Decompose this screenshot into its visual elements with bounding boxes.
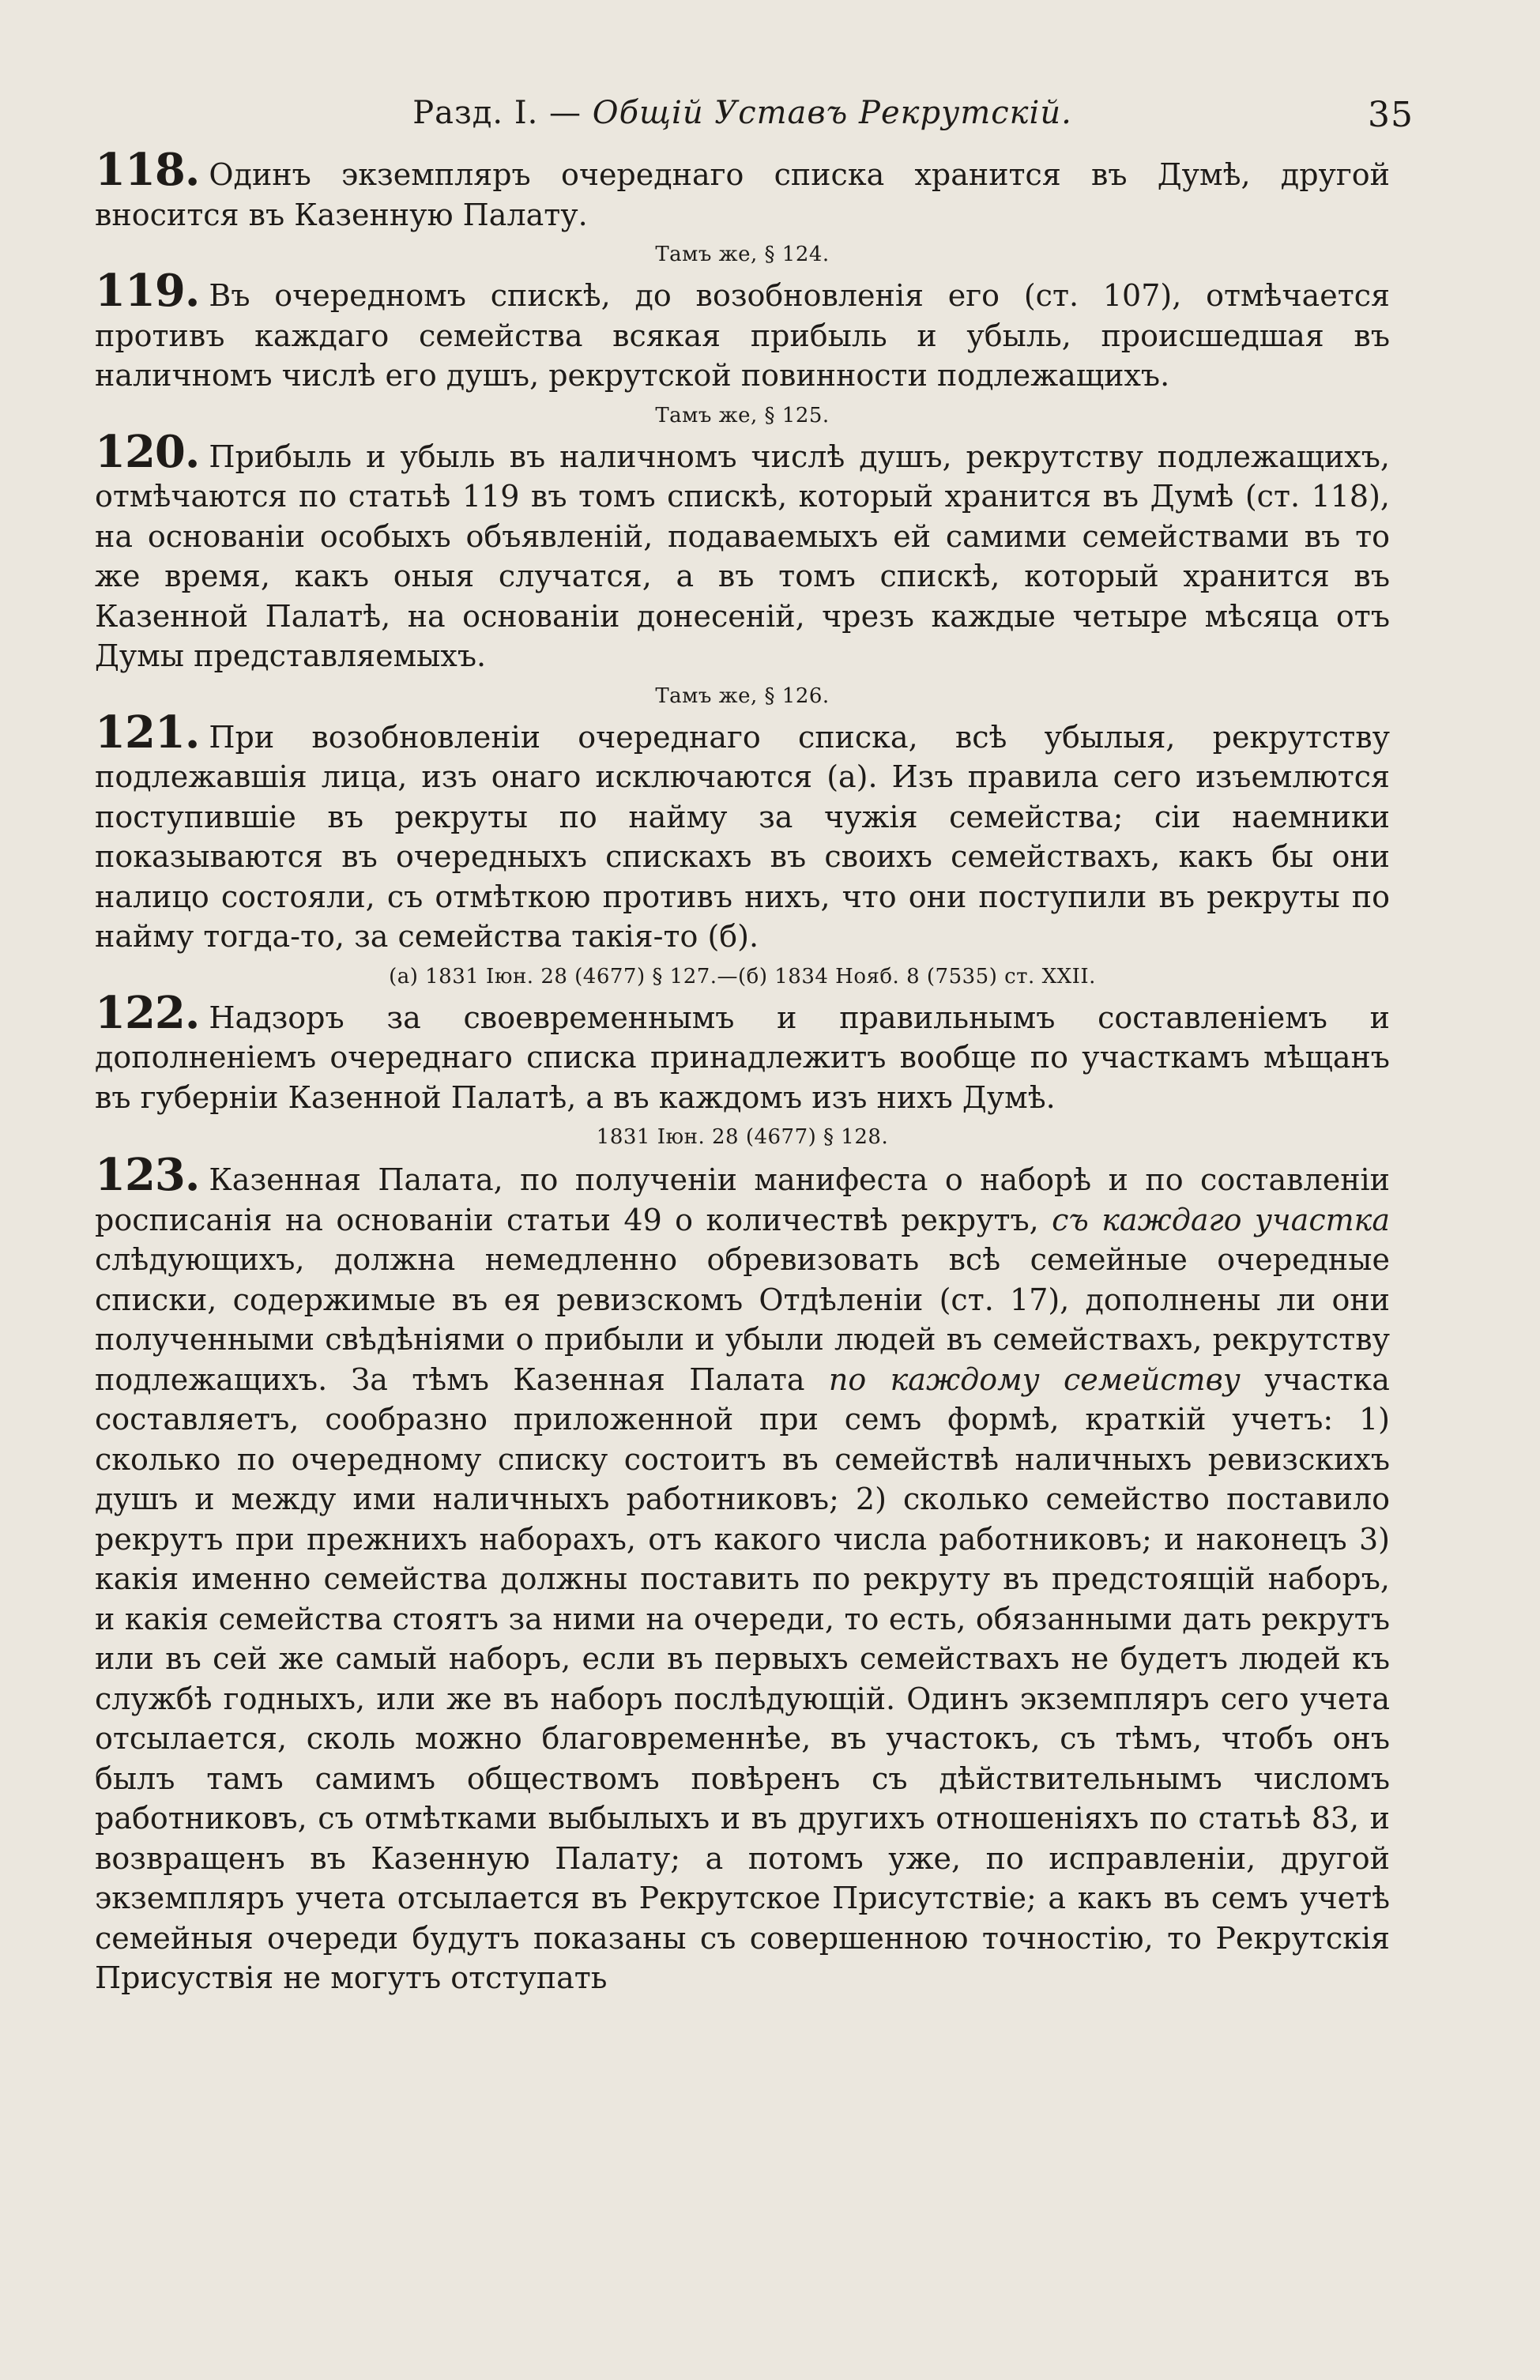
- page-number: 35: [1368, 95, 1414, 135]
- article-120: [95, 425, 1390, 676]
- article-121: [95, 706, 1390, 957]
- article-118: [95, 144, 1390, 235]
- article-122: [95, 986, 1390, 1118]
- article-number: 123.: [95, 1149, 200, 1201]
- article-number: 121.: [95, 706, 200, 759]
- article-emphasis: по каждому семейству: [828, 1361, 1241, 1397]
- article-text-part: участка составляетъ, сообразно приложенной при семъ формѣ, краткій учетъ: 1) сколько по очередному списку состоитъ въ семействѣ наличныхъ ревизскихъ душъ и между ими наличныхъ работниковъ; 2) сколько семейство поставило рекрутъ при прежнихъ наборахъ, отъ какого числа работниковъ; и наконецъ 3) какія именно семейства должны поставить по рекруту въ предстоящій наборъ, и какія семейства стоятъ за ними на очереди, то есть, обязанными дать рекрутъ или въ сей же самый наборъ, если въ первыхъ семействахъ не будетъ людей къ службѣ годныхъ, или же въ наборъ послѣдующій. Одинъ экземпляръ сего учета отсылается, сколь можно благовременнѣе, въ участокъ, съ тѣмъ, чтобъ онъ былъ тамъ самимъ обществомъ повѣренъ съ дѣйствительнымъ числомъ работниковъ, съ отмѣтками выбылыхъ и въ другихъ отношеніяхъ по статьѣ 83, и возвращенъ въ Казенную Палату; а потомъ уже, по исправленіи, другой экземпляръ учета отсылается въ Рекрутское Присутствіе; а какъ въ семъ учетѣ семейныя очереди будутъ показаны съ совершенною точностію, то Рекрутскія Присуствія не могутъ отступать: [95, 1361, 1390, 1995]
- article-119: [95, 265, 1390, 396]
- article-number: 118.: [95, 144, 200, 196]
- running-head-title: [95, 95, 1390, 131]
- article-123: [95, 1149, 1390, 1998]
- article-text: Прибыль и убыль въ наличномъ числѣ душъ, рекрутству подлежащихъ, отмѣчаются по статьѣ 119 въ томъ спискѣ, который хранится въ Думѣ (ст. 118), на основаніи особыхъ объявленій, подаваемыхъ ей самими семействами въ то же время, какъ оныя случатся, а въ томъ спискѣ, который хранится въ Казенной Палатѣ, на основаніи донесеній, чрезъ каждые четыре мѣсяца отъ Думы представляемыхъ.: [95, 439, 1390, 673]
- article-text: При возобновленіи очереднаго списка, всѣ убылыя, рекрутству подлежавшія лица, изъ онаго исключаются (а). Изъ правила сего изъемлются поступившіе въ рекруты по найму за чужія семейства; сіи наемники показываются въ очередныхъ спискахъ въ своихъ семействахъ, какъ бы они налицо состояли, съ отмѣткою противъ нихъ, что они поступили въ рекруты по найму тогда-то, за семейства такія-то (б).: [95, 719, 1390, 954]
- article-text: Одинъ экземпляръ очереднаго списка хранится въ Думѣ, другой вносится въ Казенную Палату.: [95, 157, 1390, 232]
- article-citation: Тамъ же, § 126.: [655, 683, 830, 708]
- article-number: 119.: [95, 265, 200, 317]
- article-number: 120.: [95, 425, 200, 478]
- article-text-part: Казенная Палата, по полученіи манифеста о наборѣ и по составленіи росписанія на основаніи статьи 49 о количествѣ рекрутъ,: [95, 1162, 1390, 1237]
- section-label: Разд. I. —: [412, 95, 582, 131]
- running-head: [95, 87, 1414, 150]
- article-citation: Тамъ же, § 124.: [655, 243, 830, 266]
- article-text-part: слѣдующихъ, должна немедленно обревизовать всѣ семейные очередные списки, содержимые въ ея ревизскомъ Отдѣленіи (ст. 17), дополнены ли они полученными свѣдѣніями о прибыли и убыли людей въ семействахъ, рекрутству подлежащихъ. За тѣмъ Казенная Палата: [95, 1242, 1390, 1397]
- article-text: Въ очередномъ спискѣ, до возобновленія его (ст. 107), отмѣчается противъ каждаго семейства всякая прибыль и убыль, происшедшая въ наличномъ числѣ его душъ, рекрутской повинности подлежащихъ.: [95, 278, 1390, 393]
- article-number: 122.: [95, 986, 200, 1039]
- article-emphasis: съ каждаго участка: [1052, 1202, 1390, 1237]
- article-citation: 1831 Іюн. 28 (4677) § 128.: [596, 1125, 889, 1149]
- article-citation: (а) 1831 Іюн. 28 (4677) § 127.—(б) 1834 Нояб. 8 (7535) ст. XXII.: [389, 964, 1096, 989]
- article-citation: Тамъ же, § 125.: [655, 403, 830, 427]
- article-text: Надзоръ за своевременнымъ и правильнымъ составленіемъ и дополненіемъ очереднаго списка принадлежитъ вообще по участкамъ мѣщанъ въ губерніи Казенной Палатѣ, а въ каждомъ изъ нихъ Думѣ.: [95, 1000, 1390, 1115]
- statute-title: Общій Уставъ Рекрутскій.: [592, 95, 1072, 131]
